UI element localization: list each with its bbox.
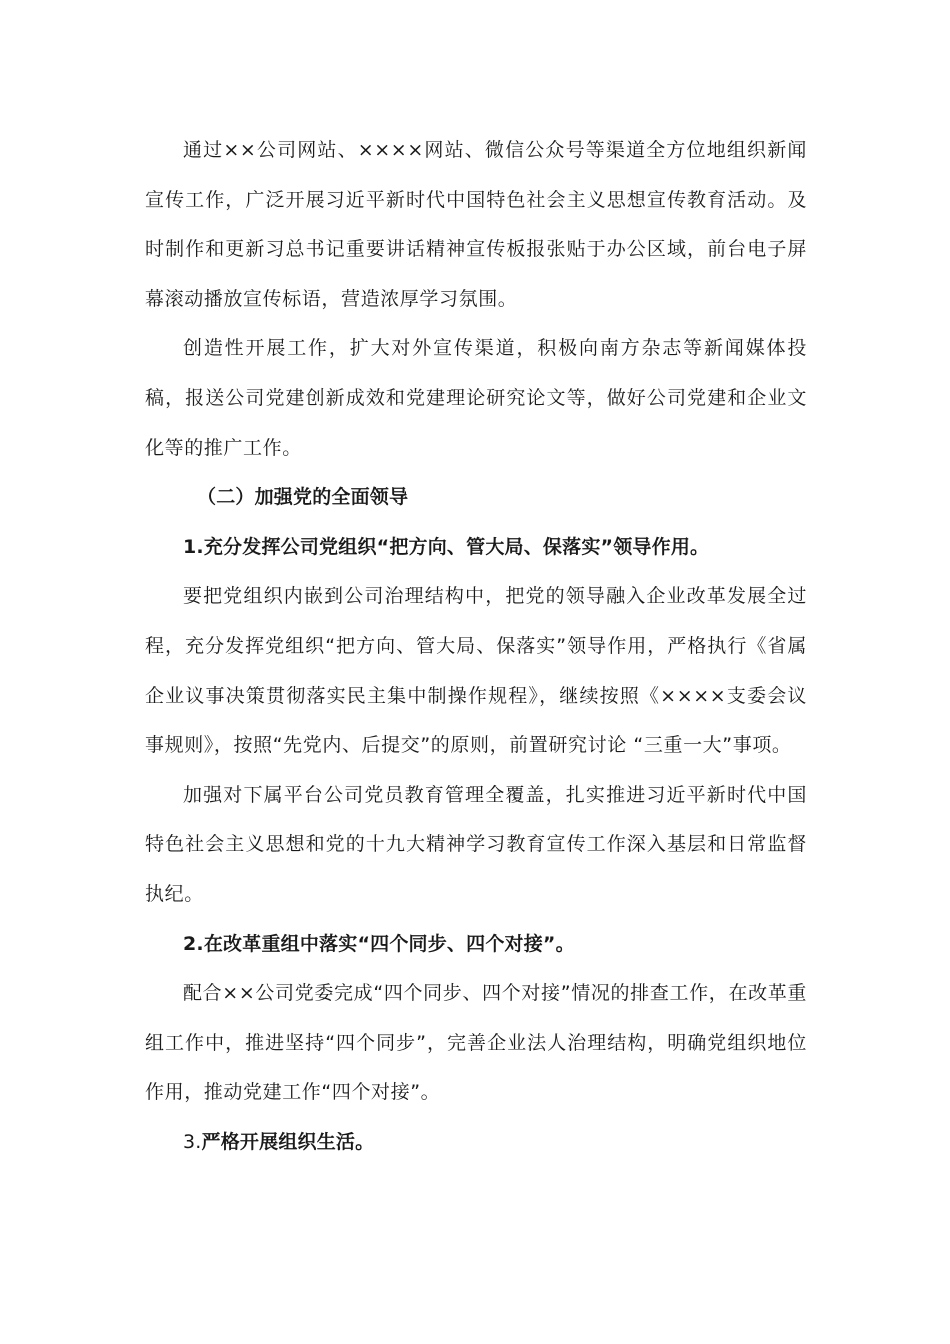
item-heading-3-number: 3. — [183, 1130, 202, 1153]
section-heading-party-leadership: （二）加强党的全面领导 — [197, 486, 409, 509]
paragraph-news-publicity: 通过××公司网站、××××网站、微信公众号等渠道全方位地组织新闻宣传工作，广泛开展习近平新时代中国特色社会主义思想宣传教育活动。及时制作和更新习总书记重要讲话精神宣传板报张贴于办公区域，前台电子屏幕滚动播放宣传标语，营造浓厚学习氛围。 — [145, 139, 807, 310]
document-body — [145, 126, 807, 1167]
paragraph-governance-structure: 要把党组织内嵌到公司治理结构中，把党的领导融入企业改革发展全过程，充分发挥党组织“把方向、管大局、保落实”领导作用，严格执行《省属企业议事决策贯彻落实民主集中制操作规程》，继续按照《××××支委会议事规则》，按照“先党内、后提交”的原则，前置研究讨论 “三重一大”事项。 — [145, 585, 807, 757]
paragraph-member-education: 加强对下属平台公司党员教育管理全覆盖，扎实推进习近平新时代中国特色社会主义思想和党的十九大精神学习教育宣传工作深入基层和日常监督执纪。 — [145, 783, 807, 905]
item-heading-1: 1.充分发挥公司党组织“把方向、管大局、保落实”领导作用。 — [183, 535, 710, 558]
paragraph-external-publicity: 创造性开展工作，扩大对外宣传渠道，积极向南方杂志等新闻媒体投稿，报送公司党建创新成效和党建理论研究论文等，做好公司党建和企业文化等的推广工作。 — [145, 337, 807, 459]
item-heading-2: 2.在改革重组中落实“四个同步、四个对接”。 — [183, 932, 575, 955]
item-heading-3 — [145, 1118, 807, 1168]
paragraph-reform-reorganization: 配合××公司党委完成“四个同步、四个对接”情况的排查工作，在改革重组工作中，推进坚持“四个同步”，完善企业法人治理结构，明确党组织地位作用，推动党建工作“四个对接”。 — [145, 982, 807, 1104]
item-heading-3-text: 严格开展组织生活。 — [201, 1130, 375, 1153]
